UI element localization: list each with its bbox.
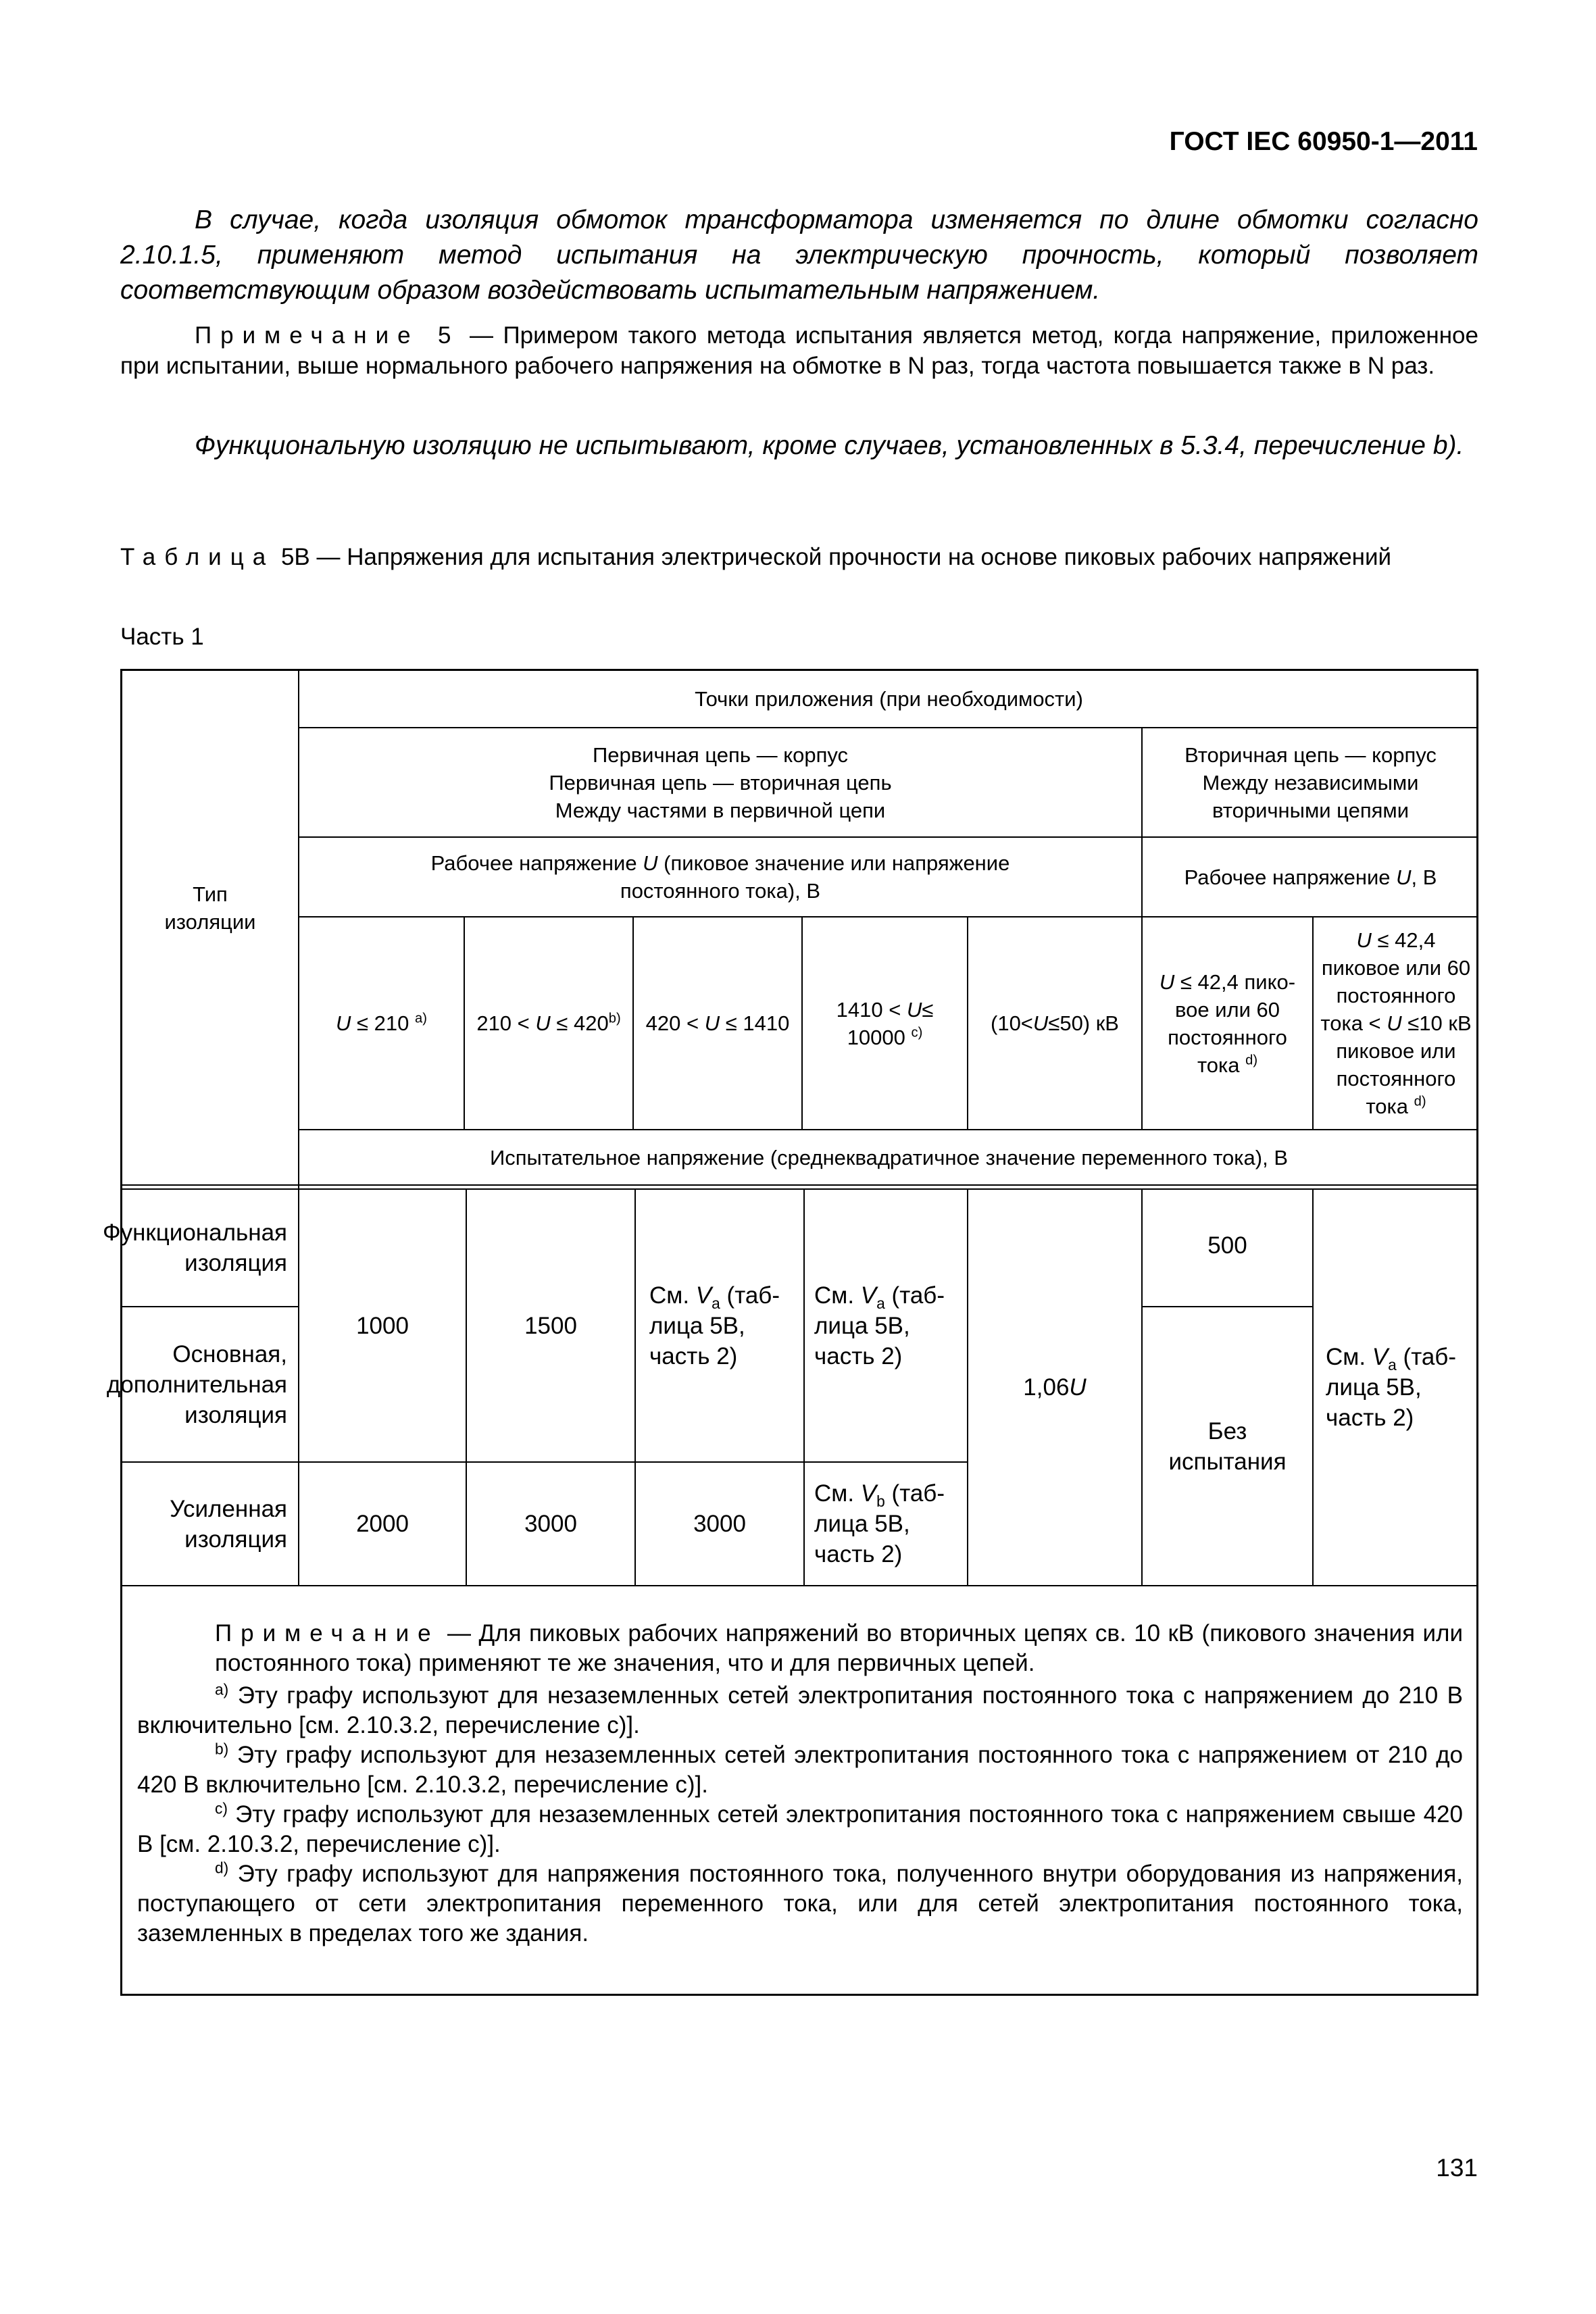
footnote-a: $^{a)}$ Эту графу используют для незаземленных сетей электропитания постоянного тока с напряжением до 210 В включительно [см. 2.10.3.2, перечисление c)].	[137, 1680, 1464, 1738]
row-functional-insulation: Функциональная изоляция	[102, 1219, 287, 1276]
note-5-text: — Примером такого метода испытания является метод, когда напряжение, приложенное при испытании, выше нормального рабочего напряжения на обмотке в N раз, тогда частота повышается также в N раз.	[120, 322, 1478, 379]
paragraph-text: Функциональную изоляцию не испытывают, кроме случаев, установленных в 5.3.4, перечисление b).	[195, 431, 1464, 460]
cell-r1-c6: 500	[1207, 1232, 1247, 1259]
footnote-c: $^{c)}$ Эту графу используют для незаземленных сетей электропитания постоянного тока с напряжением свыше 420 В [см. 2.10.3.2, перечисление c)].	[137, 1799, 1463, 1857]
footnotes	[137, 1681, 1463, 1948]
test-voltage-header: Испытательное напряжение (среднеквадратичное значение переменного тока), В	[489, 1145, 1289, 1169]
working-voltage-primary-header: Рабочее напряжение U (пиковое значение или напряжение постоянного тока), В	[430, 851, 1010, 903]
footnote-d-text: Эту графу используют для напряжения постоянного тока, полученного внутри оборудования из напряжения, поступающего от сети электропитания переменного тока, или для сетей электропитания постоянного тока, заземленных в пределах того же здания.	[137, 1861, 1463, 1946]
table-notes	[215, 1619, 1463, 1678]
paragraph-functional-insulation	[120, 428, 1478, 463]
cell-c7: См. $V_a$ (таблица 5В, часть 2)	[1326, 1344, 1456, 1431]
cell-r3-c4: См. $V_b$ (таблица 5В, часть 2)	[814, 1480, 945, 1567]
footnote-a-text: Эту графу используют для незаземленных сетей электропитания постоянного тока с напряжением до 210 В включительно [см. 2.10.3.2, перечисление c)].	[137, 1682, 1464, 1738]
cell-c5: 1,06U	[1023, 1374, 1087, 1401]
page-number: 131	[1436, 2154, 1478, 2182]
footnote-b-text: Эту графу используют для незаземленных сетей электропитания постоянного тока с напряжением от 210 до 420 В включительно [см. 2.10.3.2, перечисление c)].	[137, 1742, 1463, 1798]
table-caption	[120, 542, 1478, 572]
paragraph-transformer-insulation	[120, 203, 1478, 308]
note-main-label: Примечание	[215, 1620, 440, 1646]
table-part: Часть 1	[120, 624, 204, 650]
cell-r3-c3: 3000	[693, 1511, 746, 1537]
col-header-u-210: U ≤ 210 $^{a)}$	[336, 1011, 427, 1035]
note-main	[215, 1619, 1463, 1678]
paragraph-text: В случае, когда изоляция обмоток трансформатора изменяется по длине обмотки согласно 2.10.1.5, применяют метод испытания на электрическую прочность, который позволяет соответствующим образом воздействовать испытательным напряжением.	[120, 205, 1478, 305]
cell-r23-c6: Без испытания	[1168, 1417, 1287, 1475]
working-voltage-secondary-header: Рабочее напряжение U, В	[1184, 865, 1437, 889]
document-id: ГОСТ IEC 60950-1—2011	[1169, 127, 1478, 156]
cell-r12-c2: 1500	[524, 1312, 577, 1339]
col-header-420-1410: 420 < U ≤ 1410	[645, 1011, 790, 1035]
application-points-header: Точки приложения (при необходимости)	[695, 687, 1083, 711]
col-header-1410-10000: 1410 < U≤ 10000 $^{c)}$	[836, 997, 934, 1049]
col-header-210-420: $210 < U \le 420^{b)}$	[476, 1011, 621, 1035]
footnote-c-text: Эту графу используют для незаземленных сетей электропитания постоянного тока с напряжением свыше 420 В [см. 2.10.3.2, перечисление c)].	[137, 1801, 1463, 1857]
secondary-circuit-group-header: Вторичная цепь — корпус Между независимыми вторичными цепями	[1184, 743, 1437, 822]
cell-r12-c4: См. $V_a$ (таблица 5В, часть 2)	[814, 1282, 945, 1369]
note-main-text: — Для пиковых рабочих напряжений во вторичных цепях св. 10 кВ (пикового значения или постоянного тока) применяют те же значения, что и для первичных цепей.	[215, 1620, 1463, 1676]
cell-r12-c3: См. $V_a$ (таблица 5В, часть 2)	[649, 1282, 780, 1369]
row-basic-insulation: Основная, дополнительная изоляция	[106, 1340, 287, 1428]
col-header-secondary-low: U ≤ 42,4 пиковое или 60 постоянного тока $^{d)}$	[1159, 970, 1296, 1077]
footnote-b: $^{b)}$ Эту графу используют для незаземленных сетей электропитания постоянного тока с напряжением от 210 до 420 В включительно [см. 2.10.3.2, перечисление c)].	[137, 1740, 1463, 1798]
cell-r3-c2: 3000	[524, 1511, 577, 1537]
primary-circuit-group-header: Первичная цепь — корпус Первичная цепь — вторичная цепь Между частями в первичной цепи	[549, 743, 892, 822]
note-5-label: Примечание 5	[195, 322, 460, 349]
note-5	[120, 320, 1478, 381]
cell-r3-c1: 2000	[356, 1511, 409, 1537]
col-header-secondary-high: U ≤ 42,4 пиковое или 60 постоянного тока < U ≤10 кВ пиковое или постоянного тока $^{d)}$	[1320, 928, 1472, 1118]
footnote-d: $^{d)}$ Эту графу используют для напряжения постоянного тока, полученного внутри оборудования из напряжения, поступающего от сети электропитания переменного тока, или для сетей электропитания постоянного тока, заземленных в пределах того же здания.	[137, 1859, 1463, 1946]
type-column-header: Тип изоляции	[164, 882, 256, 934]
table-caption-text: 5В — Напряжения для испытания электрической прочности на основе пиковых рабочих напряжений	[274, 544, 1392, 570]
row-reinforced-insulation: Усиленная изоляция	[170, 1495, 287, 1553]
table-caption-label: Таблица	[120, 544, 275, 570]
cell-r12-c1: 1000	[356, 1312, 409, 1339]
col-header-10-50kv: (10<U≤50) кВ	[991, 1011, 1119, 1035]
